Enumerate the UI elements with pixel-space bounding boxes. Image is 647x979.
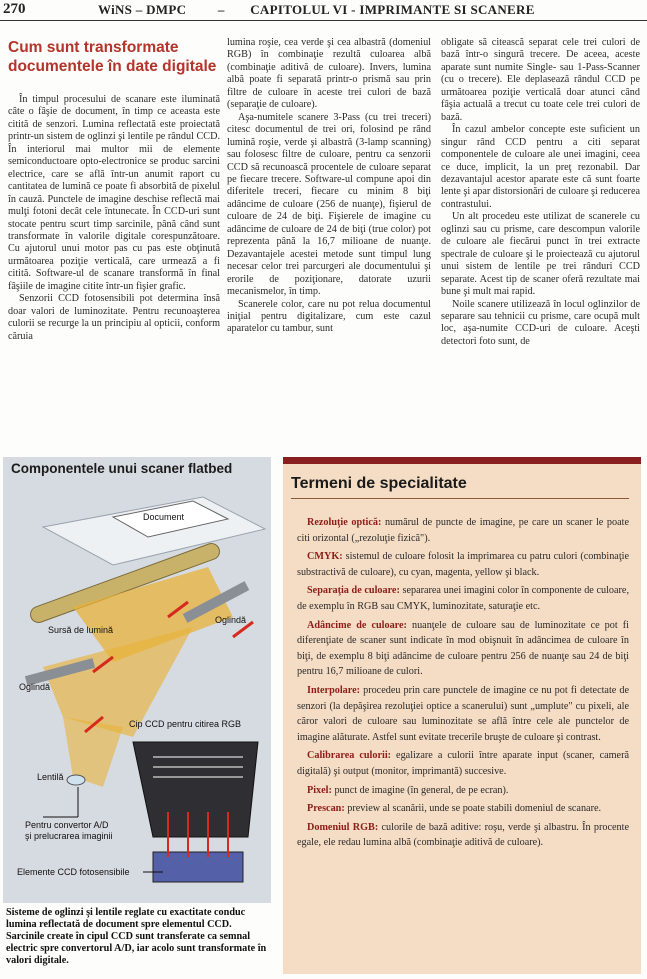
glossary-definition: sistemul de culoare folosit la imprimarea cu patru culori (combinaţie substractivă de culoare), cu cyan, magenta, yellow şi black. bbox=[297, 551, 629, 578]
chapter-title: CAPITOLUL VI - IMPRIMANTE SI SCANERE bbox=[250, 2, 535, 17]
publication-name: WiNS – DMPC bbox=[98, 2, 187, 17]
paragraph: Aşa-numitele scanere 3-Pass (cu trei treceri) citesc documentul de trei ori, folosind pe rând lumină roşie, verde şi albastră (3-lamp scanning) sau folosesc filtre de culoare, pentru ca senzorii CCD să recunoască procentele de culoare separat pe fiecare trecere. Software-ul compune apoi din diferitele treceri, fiecare cu minim 8 biţi adâncime de culoare (256 de nuanţe), fişierul de culoare de 24 de biţi. Fişierele de imagine cu adâncime de culoare de 24 de biţi (true color) pot reprezenta până la 16,7 milioane de nuanţe. Dezavantajele acestei metode sunt timpul lung necesar celor trei parcurgeri ale documentului şi erorile de poziţionare, datorate uzurii mecanismelor, în timp. bbox=[227, 111, 431, 298]
figure-title: Componentele unui scaner flatbed bbox=[11, 461, 233, 476]
glossary-rule bbox=[291, 498, 629, 499]
glossary-definition: punct de imagine (în general, de pe ecran). bbox=[331, 784, 509, 796]
glossary-term: Pixel: bbox=[307, 784, 332, 796]
article-column-2 bbox=[227, 37, 431, 336]
header-rule bbox=[0, 20, 647, 21]
glossary-term: Prescan: bbox=[307, 803, 345, 815]
paragraph: lumina roşie, cea verde şi cea albastră (domeniul RGB) în combinaţie rezultă culoarea albă (combinaţie aditivă de culoare). Invers, lumina albă poate fi separată printr-o prismă sau prin filtre de culoare în aceste trei culori de bază (separaţie de culoare). bbox=[227, 37, 431, 111]
paragraph: În timpul procesului de scanare este iluminată câte o fâşie de document, în timp ce aceasta este citită de senzori. Lumina reflectată este proiectată printr-un sistem de oglinzi şi lentile pe rândul CCD. În interiorul mai multor mii de elemente semiconductoare opto-electronice se produc sarcini electrice, care se află într-un anumit raport cu cantitatea de lumină ce poate fi absorbită de pixelul în cauză. Punctele de imagine deschise reflectă mai mulţi fotoni decât cele întunecate. În CCD-uri sunt stocate pentru scurt timp sarcinile, până când sunt transformate în valorile digitale corespunzătoare. Cu ajutorul unui motor pas cu pas este obţinută următoarea poziţie verticală, care urmează a fi citită. Software-ul de scanare transformă în final fâşiile de imagine citite într-un fişier grafic. bbox=[8, 94, 220, 292]
glossary-term: Rezoluţie optică: bbox=[307, 517, 382, 528]
figure-caption: Sisteme de oglinzi şi lentile reglate cu exactitate conduc lumina reflectată de document spre elementul CCD. Sarcinile create în cipul CCD sunt transferate ca semnal electric spre convertorul A/D, iar acolo sunt transformate în valori digitale. bbox=[6, 907, 267, 966]
glossary-definition: nuanţele de culoare sau de luminozitate ce pot fi diferenţiate de scaner sunt indicate în mod obişnuit în adâncimea de culoare în biţi, de exemplu 8 biţi adâncime de culoare pentru 256 de nuanţe sau 24 de biţi pentru 16,7 milioane de culori. bbox=[297, 619, 629, 678]
glossary-definition: culorile de bază aditive: roşu, verde şi albastru. În procente egale, ele redau lumina albă (combinaţie aditivă de culoare). bbox=[297, 821, 629, 849]
glossary-item bbox=[297, 748, 629, 779]
paragraph: În cazul ambelor concepte este suficient un singur rând CCD pentru a citi separat componentele de culoare ale unei imagini, ceea ce duce, implicit, la un preţ rezonabil. Dar dezavantajul acestor aparate este că sunt foarte lente şi apar distorsionări de culoare şi reducerea contrastului. bbox=[441, 124, 640, 210]
glossary-item bbox=[297, 549, 629, 580]
glossary-definition: numărul de puncte de imagine, pe care un scaner le poate citi orizontal („rezoluţie fizică"). bbox=[297, 517, 629, 544]
header-separator: – bbox=[217, 2, 225, 17]
glossary-term: Interpolare: bbox=[307, 684, 361, 696]
article-column-1 bbox=[8, 94, 220, 343]
glossary-item bbox=[297, 820, 629, 851]
label-document: Document bbox=[143, 512, 185, 522]
glossary-item bbox=[297, 683, 629, 745]
label-converter-2: şi prelucrarea imaginii bbox=[25, 831, 113, 841]
page-header bbox=[0, 0, 647, 20]
running-header bbox=[98, 2, 535, 18]
glossary-definition: procedeu prin care punctele de imagine ce nu pot fi detectate de senzori (la depăşirea rezoluţiei optice a scanerului) sunt „umplute" cu pixeli, ale căror valori de culoare sau luminozitate se află între cele ale punctelor de imagine alăturate. Astfel sunt evitate trecerile bruşte de culoare şi contrast. bbox=[297, 684, 629, 743]
glossary-item bbox=[297, 583, 629, 614]
paragraph: Un alt procedeu este utilizat de scanerele cu oglinzi sau cu prisme, care descompun valorile de culoare ale fiecărui punct în trei extracte spectrale de culoare şi le proiectează cu ajutorul unui sistem de lentile pe trei rânduri CCD separate. Acest tip de scaner oferă rezultate mai bune şi mult mai rapid. bbox=[441, 211, 640, 298]
glossary-title: Termeni de specialitate bbox=[291, 475, 467, 492]
glossary-term: Separaţia de culoare: bbox=[307, 585, 400, 597]
paragraph: obligate să citească separat cele trei culori de bază într-o singură trecere. De aceea, aceste aparate sunt numite Single- sau 1-Pass-Scanner (cu o trecere). Ele deplasează rândul CCD pe următoarea poziţie verticală doar atunci când fâşia actuală a trecut cu toate cele trei culori de bază. bbox=[441, 37, 640, 123]
label-ccd-chip: Cip CCD pentru citirea RGB bbox=[129, 719, 242, 729]
paragraph: Noile scanere utilizează în locul oglinzilor de separare sau tehnicii cu prisme, care ocupă mult loc, aşa-numite CCD-uri de culoare. Aceşti detectori foto sunt, de bbox=[441, 298, 640, 347]
label-mirror-left: Oglindă bbox=[19, 682, 51, 692]
glossary-term: CMYK: bbox=[307, 551, 343, 563]
scanner-figure bbox=[3, 457, 271, 903]
glossary-list bbox=[297, 515, 629, 854]
page-number: 270 bbox=[3, 1, 26, 17]
glossary-definition: preview al scanării, unde se poate stabili domeniul de scanare. bbox=[344, 803, 602, 815]
glossary-term: Domeniul RGB: bbox=[307, 821, 379, 833]
paragraph: Senzorii CCD fotosensibili pot determina însă doar valori de luminozitate. Pentru recunoaşterea culorii se recurge la un principiu al opticii, conform căruia bbox=[8, 293, 220, 342]
label-light-source: Sursă de lumină bbox=[48, 625, 114, 635]
label-ccd-elements: Elemente CCD fotosensibile bbox=[17, 867, 130, 877]
glossary-term: Calibrarea culorii: bbox=[307, 750, 392, 762]
glossary-definition: egalizare a culorii între aparate input (scaner, cameră digitală) şi output (monitor, imprimantă) succesive. bbox=[297, 750, 629, 777]
label-lens: Lentilă bbox=[37, 772, 64, 782]
article-column-3 bbox=[441, 37, 640, 348]
glossary-item bbox=[297, 618, 629, 680]
glossary-item bbox=[297, 515, 629, 546]
glossary-box bbox=[283, 457, 641, 974]
glossary-item bbox=[297, 783, 629, 799]
label-converter-1: Pentru convertor A/D bbox=[25, 820, 109, 830]
label-mirror-right: Oglindă bbox=[215, 615, 247, 625]
glossary-definition: separarea unei imagini color în componente de culoare, de exemplu în RGB sau CMYK, luminozitate, saturaţie etc. bbox=[297, 585, 629, 612]
glossary-item bbox=[297, 801, 629, 817]
article-title: Cum sunt transformate documentele în date digitale bbox=[8, 39, 217, 75]
lens bbox=[67, 775, 85, 785]
paragraph: Scanerele color, care nu pot relua documentul iniţial pentru digitalizare, cum este cazul aparatelor cu tambur, sunt bbox=[227, 298, 431, 335]
glossary-term: Adâncime de culoare: bbox=[307, 619, 407, 631]
